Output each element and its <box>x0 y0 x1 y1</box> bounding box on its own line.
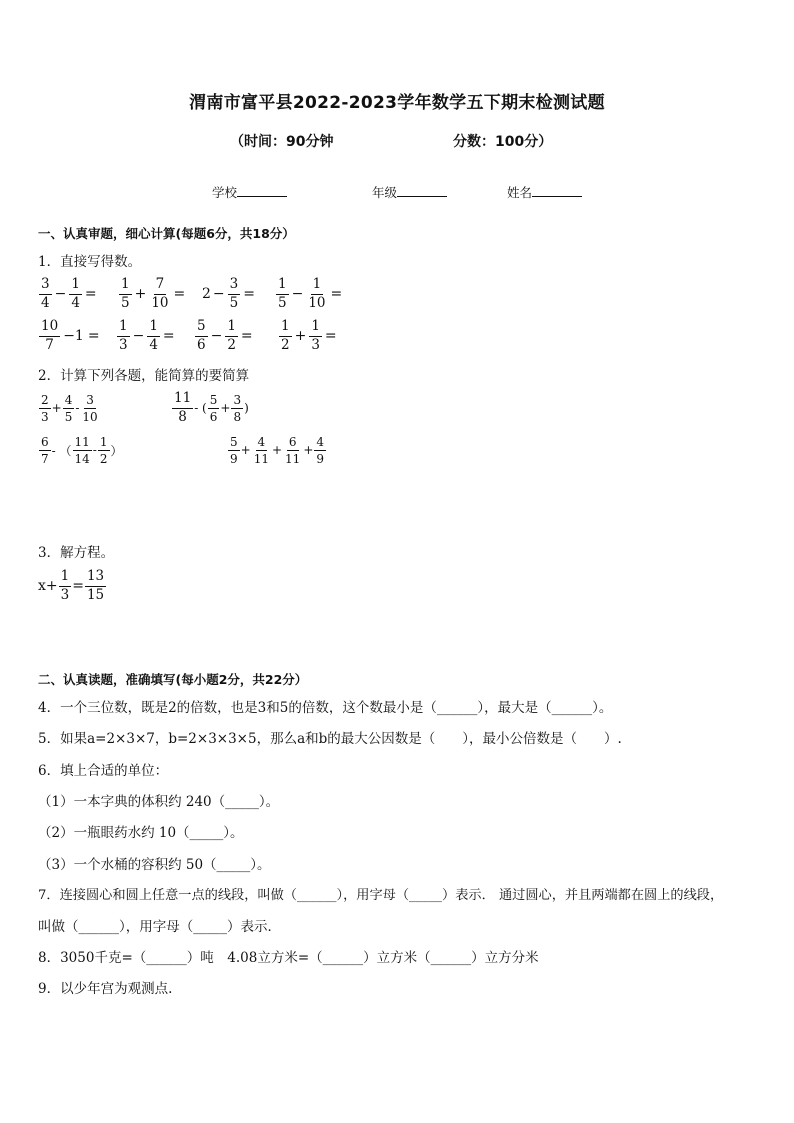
q5-text: 5．如果a=2×3×7，b=2×3×3×5，那么a和b的最大公因数是（ ），最小公倍数是（ ）. <box>38 731 622 747</box>
fraction <box>225 320 238 352</box>
q2-e2 <box>171 386 249 430</box>
numerator: 1 <box>225 320 238 337</box>
numerator: 1 <box>147 320 160 337</box>
denominator: 9 <box>230 451 238 466</box>
math-symbol: = <box>162 328 175 344</box>
denominator: 3 <box>119 336 128 353</box>
fraction <box>314 436 326 465</box>
numerator: 4 <box>316 434 325 449</box>
denominator: 2 <box>281 336 290 353</box>
page-title: 渭南市富平县2022-2023学年数学五下期末检测试题 <box>189 93 605 113</box>
grade-blank <box>397 184 447 197</box>
denominator: 6 <box>197 336 206 353</box>
numerator: 1 <box>311 278 324 295</box>
q7-text-line1: 7．连接圆心和圆上任意一点的线段，叫做（______），用字母（_____）表示． 通过圆心，并且两端都在圆上的线段， <box>38 888 724 903</box>
numerator: 3 <box>86 392 94 407</box>
math-symbol: - （ <box>51 443 72 458</box>
denominator: 3 <box>41 409 49 424</box>
numerator: 1 <box>99 434 108 449</box>
q2-e3 <box>38 428 123 472</box>
numerator: 4 <box>257 434 266 449</box>
q1-r1-e1 <box>38 272 99 316</box>
denominator: 3 <box>60 586 70 603</box>
math-symbol: - <box>75 401 80 415</box>
grade-field <box>372 183 447 201</box>
q2-e1 <box>38 386 101 430</box>
denominator: 15 <box>86 586 105 603</box>
grade-label: 年级 <box>372 185 398 200</box>
q1-r2-e1 <box>38 314 102 358</box>
math-symbol: = <box>240 328 253 344</box>
fraction <box>306 278 327 310</box>
denominator: 8 <box>178 408 187 425</box>
math-symbol: = <box>173 286 186 302</box>
q1-r2-e2 <box>116 314 177 358</box>
math-symbol: = <box>72 578 84 594</box>
fraction <box>195 320 208 352</box>
numerator: 1 <box>59 570 72 587</box>
denominator: 4 <box>71 294 80 311</box>
fraction <box>117 320 130 352</box>
numerator: 13 <box>85 570 106 587</box>
math-symbol: −1 <box>63 328 84 344</box>
math-symbol: 2 <box>202 286 211 302</box>
math-symbol: + <box>51 401 62 415</box>
denominator: 11 <box>253 451 269 466</box>
denominator: 5 <box>64 409 73 424</box>
fraction <box>283 436 302 465</box>
numerator: 1 <box>309 320 322 337</box>
fraction <box>228 436 240 465</box>
denominator: 8 <box>233 409 242 424</box>
q1-r2-e3 <box>194 314 255 358</box>
exam-time: （时间：90分钟 <box>230 134 334 150</box>
numerator: 6 <box>41 434 49 449</box>
math-symbol: + <box>303 443 314 457</box>
fraction <box>39 436 51 465</box>
fraction <box>98 436 110 465</box>
math-symbol: = <box>330 286 343 302</box>
numerator: 1 <box>69 278 82 295</box>
section2-heading: 二、认真读题，准确填写(每小题2分，共22分） <box>38 672 308 687</box>
fraction <box>147 320 160 352</box>
fraction <box>172 392 193 424</box>
numerator: 11 <box>74 434 90 449</box>
name-field <box>507 183 582 201</box>
math-symbol: ） <box>110 443 123 458</box>
math-symbol: x+ <box>38 578 58 594</box>
math-symbol: + <box>134 286 147 302</box>
math-symbol: - <box>92 443 97 457</box>
exam-score: 分数：100分） <box>453 134 553 150</box>
numerator: 4 <box>64 392 73 407</box>
q4-text: 4．一个三位数，既是2的倍数，也是3和5的倍数，这个数最小是（______），最大是（______）。 <box>38 700 613 716</box>
denominator: 11 <box>285 451 301 466</box>
name-label: 姓名 <box>507 185 533 200</box>
numerator: 2 <box>41 392 49 407</box>
denominator: 6 <box>209 409 218 424</box>
q1-label: 1．直接写得数。 <box>38 254 142 270</box>
q1-r2-e4 <box>278 314 339 358</box>
fraction <box>149 278 170 310</box>
denominator: 10 <box>151 294 169 311</box>
denominator: 7 <box>45 336 54 353</box>
math-symbol: + <box>240 443 251 457</box>
q6-3-text: （3）一个水桶的容积约 50（_____）。 <box>38 857 271 873</box>
numerator: 3 <box>228 278 241 295</box>
q8-text: 8．3050千克=（______）吨 4.08立方米=（______）立方米（______）立方分米 <box>38 950 539 966</box>
numerator: 1 <box>279 320 292 337</box>
numerator: 1 <box>276 278 289 295</box>
section1-heading: 一、认真审题，细心计算(每题6分，共18分） <box>38 226 295 241</box>
denominator: 14 <box>74 451 90 466</box>
denominator: 10 <box>82 409 98 424</box>
q1-r1-e4 <box>275 272 344 316</box>
fraction <box>252 436 271 465</box>
math-symbol: − <box>291 286 304 302</box>
math-symbol: − <box>210 328 223 344</box>
numerator: 10 <box>39 320 60 337</box>
fraction <box>80 394 99 423</box>
denominator: 3 <box>311 336 320 353</box>
q6-1-text: （1）一本字典的体积约 240（_____）。 <box>38 794 280 810</box>
math-symbol: ) <box>244 401 249 415</box>
fraction <box>73 436 92 465</box>
numerator: 5 <box>209 392 218 407</box>
denominator: 2 <box>227 336 236 353</box>
fraction <box>39 394 51 423</box>
math-symbol: − <box>132 328 145 344</box>
math-symbol: + <box>294 328 307 344</box>
denominator: 9 <box>316 451 325 466</box>
math-symbol: − <box>212 286 225 302</box>
fraction <box>39 320 60 352</box>
school-blank <box>237 184 287 197</box>
numerator: 5 <box>230 434 238 449</box>
denominator: 10 <box>308 294 326 311</box>
fraction <box>63 394 75 423</box>
q2-e4 <box>227 428 327 472</box>
math-symbol: = <box>84 286 97 302</box>
q3-label: 3．解方程。 <box>38 545 115 561</box>
denominator: 7 <box>41 451 49 466</box>
q9-text: 9．以少年宫为观测点. <box>38 981 173 997</box>
numerator: 5 <box>195 320 208 337</box>
q6-label: 6．填上合适的单位： <box>38 763 169 779</box>
numerator: 1 <box>117 320 130 337</box>
math-symbol: - ( <box>194 401 207 415</box>
math-symbol: − <box>54 286 67 302</box>
fraction <box>231 394 243 423</box>
q3-equation <box>38 564 107 608</box>
numerator: 11 <box>172 392 193 409</box>
fraction <box>276 278 289 310</box>
math-symbol: = <box>87 328 100 344</box>
fraction <box>279 320 292 352</box>
numerator: 6 <box>288 434 297 449</box>
fraction <box>119 278 132 310</box>
q6-2-text: （2）一瓶眼药水约 10（_____）。 <box>38 825 244 841</box>
fraction <box>59 570 72 602</box>
denominator: 4 <box>41 294 50 311</box>
school-label: 学校 <box>212 185 238 200</box>
denominator: 5 <box>278 294 287 311</box>
denominator: 2 <box>99 451 108 466</box>
fraction <box>228 278 241 310</box>
numerator: 3 <box>233 392 242 407</box>
school-field <box>212 183 287 201</box>
math-symbol: = <box>243 286 255 302</box>
fraction <box>208 394 220 423</box>
numerator: 1 <box>119 278 132 295</box>
q7-text-line2: 叫做（______），用字母（_____）表示． <box>38 919 281 935</box>
name-blank <box>532 184 582 197</box>
denominator: 5 <box>229 294 239 311</box>
denominator: 5 <box>121 294 130 311</box>
q2-label: 2．计算下列各题，能简算的要简算 <box>38 368 250 384</box>
q1-r1-e3 <box>202 272 257 316</box>
math-symbol: + <box>271 443 283 457</box>
q1-r1-e2 <box>118 272 187 316</box>
math-symbol: + <box>220 401 231 415</box>
fraction <box>85 570 106 602</box>
fraction <box>309 320 322 352</box>
fraction <box>69 278 82 310</box>
numerator: 3 <box>39 278 52 295</box>
fraction <box>39 278 52 310</box>
denominator: 4 <box>149 336 158 353</box>
numerator: 7 <box>154 278 167 295</box>
math-symbol: = <box>324 328 337 344</box>
